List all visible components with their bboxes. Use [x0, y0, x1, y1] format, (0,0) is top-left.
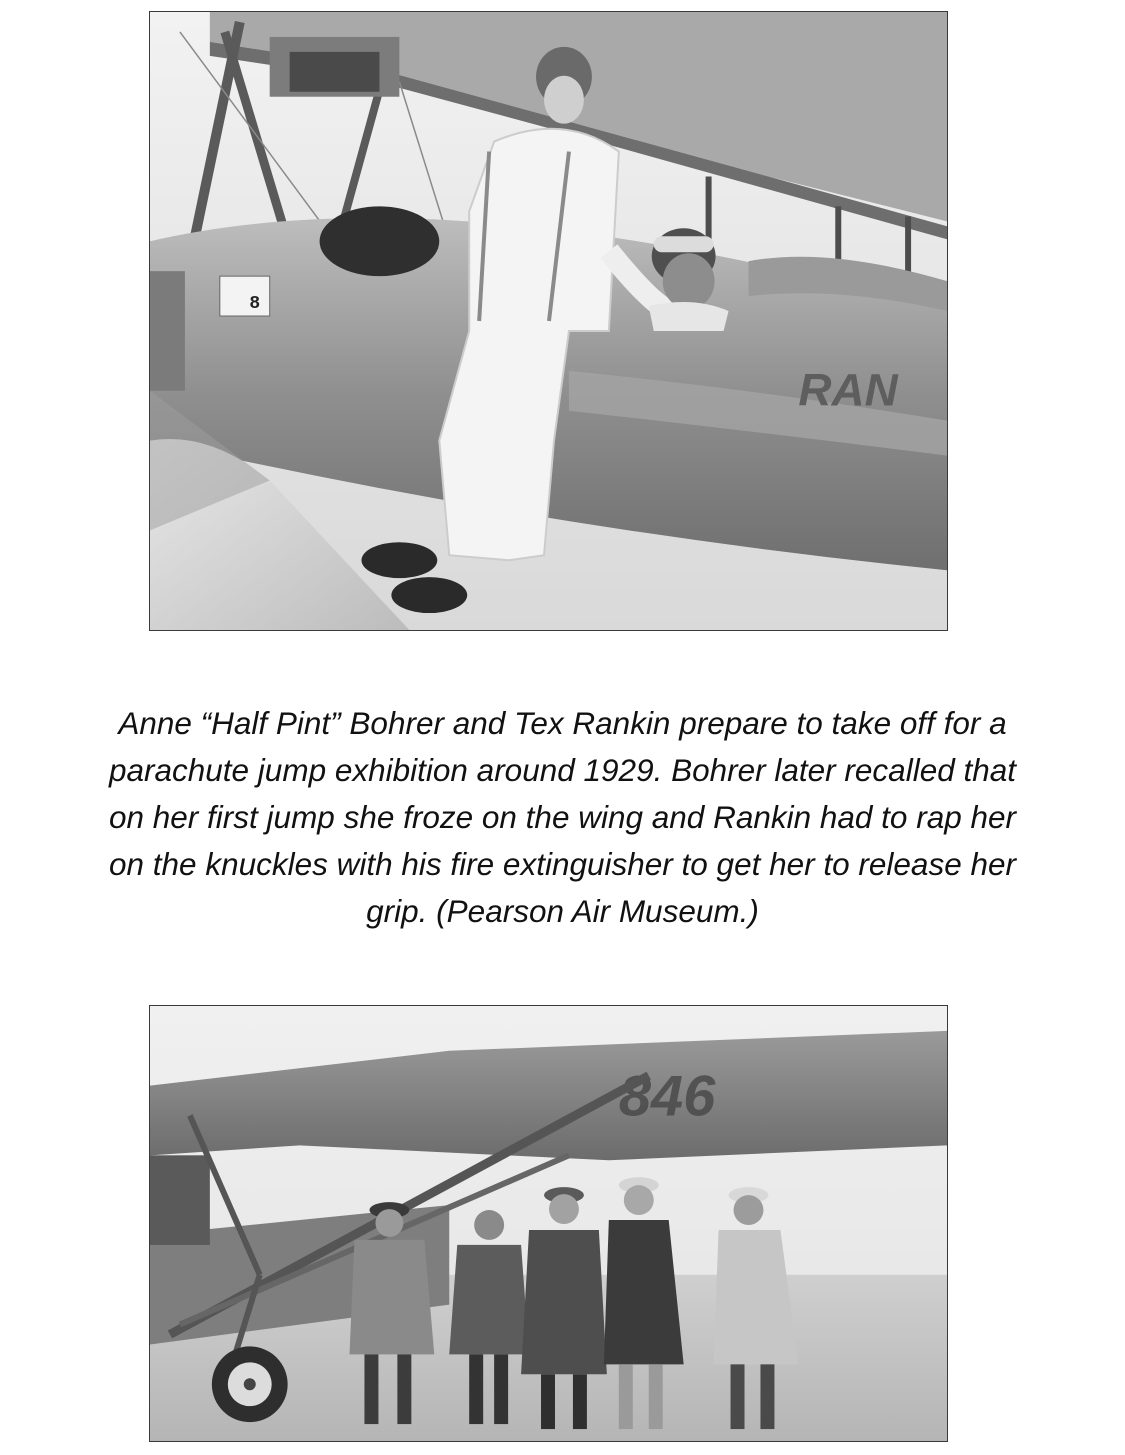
- caption-line: grip. (Pearson Air Museum.): [366, 893, 759, 929]
- caption-line: on the knuckles with his fire extinguisher to get her to release her: [109, 846, 1016, 882]
- caption-line: Anne “Half Pint” Bohrer and Tex Rankin prepare to take off for a: [118, 705, 1007, 741]
- photo-caption: [0, 700, 1125, 935]
- caption-line: on her first jump she froze on the wing and Rankin had to rap her: [108, 799, 1017, 835]
- plane-lettering: RAN: [798, 363, 898, 416]
- photo-biplane-parachutist: [149, 11, 948, 631]
- photo-biplane-illustration: [150, 12, 947, 630]
- wing-lettering: 846: [618, 1064, 716, 1129]
- plate-number: 8: [249, 292, 260, 313]
- caption-line: parachute jump exhibition around 1929. Bohrer later recalled that: [108, 752, 1017, 788]
- photo-monoplane-group: [149, 1005, 948, 1442]
- photo-monoplane-illustration: [150, 1006, 947, 1441]
